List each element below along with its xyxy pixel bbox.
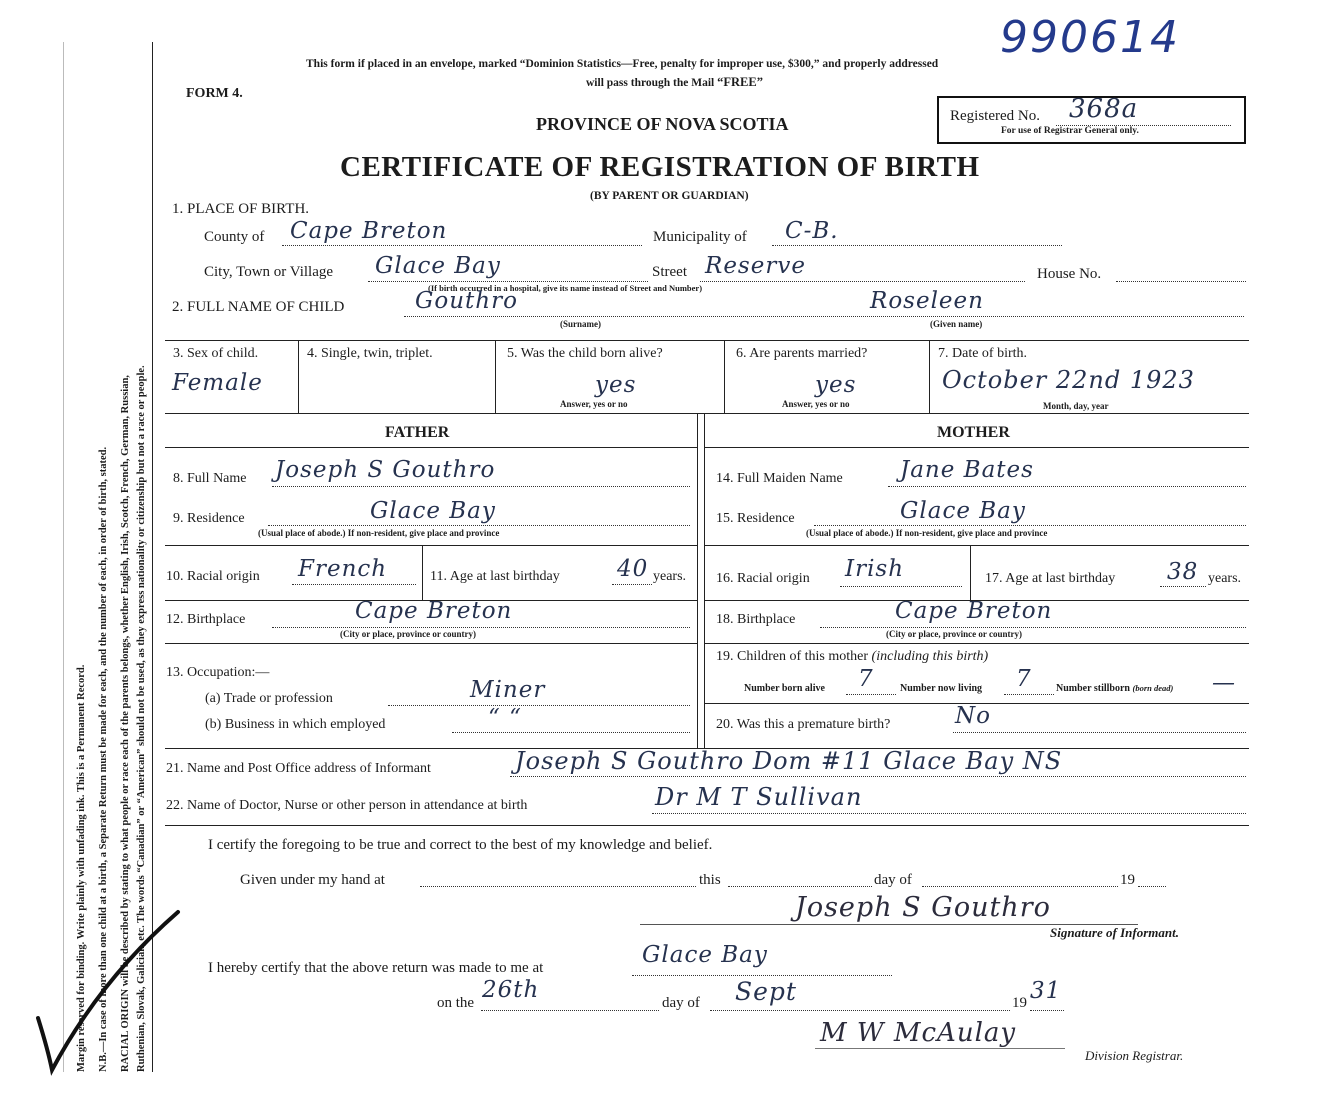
county-label: County of	[204, 229, 265, 245]
single-label: 4. Single, twin, triplet.	[307, 346, 433, 361]
informant-signature-label: Signature of Informant.	[1050, 925, 1179, 940]
alive-note: Answer, yes or no	[560, 399, 628, 409]
child-surname: Gouthro	[415, 288, 518, 314]
premature-label: 20. Was this a premature birth?	[716, 717, 891, 732]
street-label: Street	[652, 264, 687, 280]
father-occ-label: 13. Occupation:—	[166, 665, 270, 680]
informant-value: Joseph S Gouthro Dom #11 Glace Bay NS	[515, 747, 1063, 775]
hospital-note: (If birth occurred in a hospital, give its name instead of Street and Number)	[428, 283, 703, 293]
stillborn-label	[1056, 683, 1173, 694]
sidebar-line-1: Margin reserved for binding. Write plainly with unfading ink. This is a Permanent Record.	[76, 664, 87, 1072]
mother-heading: MOTHER	[937, 424, 1010, 441]
header-free: “FREE”	[717, 75, 763, 89]
street-value: Reserve	[705, 253, 806, 279]
city-value: Glace Bay	[375, 253, 501, 279]
house-label: House No.	[1037, 266, 1102, 282]
child-name-label: 2. FULL NAME OF CHILD	[172, 299, 345, 315]
mother-children-label	[716, 649, 988, 665]
alive-label: 5. Was the child born alive?	[507, 346, 663, 361]
children-label: 19. Children of this mother	[716, 649, 869, 664]
registrar-text: I hereby certify that the above return was made to me at	[208, 960, 544, 976]
form-number: FORM 4.	[186, 86, 243, 101]
mother-race: Irish	[845, 556, 905, 582]
registrar-place: Glace Bay	[642, 942, 768, 968]
registrar-signature: M W McAulay	[820, 1018, 1017, 1048]
county-value: Cape Breton	[290, 218, 448, 244]
mother-res-label: 15. Residence	[716, 511, 795, 526]
father-bp-label: 12. Birthplace	[166, 612, 246, 627]
informant-signature: Joseph S Gouthro	[795, 892, 1051, 923]
dob-label: 7. Date of birth.	[938, 346, 1028, 361]
father-res: Glace Bay	[370, 498, 496, 524]
this-label: this	[699, 872, 721, 888]
now-living: 7	[1016, 666, 1032, 692]
mother-age: 38	[1167, 559, 1199, 585]
registration-month: Sept	[735, 977, 797, 1006]
registered-note: For use of Registrar General only.	[1001, 126, 1139, 136]
given-label: (Given name)	[930, 319, 983, 329]
born-alive-label: Number born alive	[744, 683, 825, 694]
mother-bp-label: 18. Birthplace	[716, 612, 796, 627]
page-title: CERTIFICATE OF REGISTRATION OF BIRTH	[340, 151, 980, 183]
sidebar-line-2: N.B.—In case of more than one child at a birth, a Separate Return must be made for each, and the number of each, in order of birth, stated.	[98, 446, 109, 1072]
mother-res-note: (Usual place of abode.) If non-resident, give place and province	[806, 528, 1048, 538]
father-age-label: 11. Age at last birthday	[430, 569, 560, 584]
given-at-label: Given under my hand at	[240, 872, 385, 888]
children-note: (including this birth)	[871, 649, 989, 664]
father-race-label: 10. Racial origin	[166, 569, 260, 584]
father-biz-label: (b) Business in which employed	[205, 717, 386, 732]
mother-res: Glace Bay	[900, 498, 1026, 524]
informant-label: 21. Name and Post Office address of Informant	[166, 761, 431, 776]
registrar-label: Division Registrar.	[1085, 1048, 1184, 1063]
father-bp: Cape Breton	[355, 598, 513, 624]
mother-name: Jane Bates	[900, 457, 1034, 483]
on-the-label: on the	[437, 995, 475, 1011]
dob-value: October 22nd 1923	[942, 366, 1195, 394]
sidebar-line-3: RACIAL ORIGIN will be described by stating to what people or race each of the parents belongs, whether English, Irish, Scotch, French, German, Russian,	[120, 375, 131, 1072]
married-note: Answer, yes or no	[782, 399, 850, 409]
header-notice-mail: will pass through the Mail	[586, 77, 715, 89]
mother-age-label: 17. Age at last birthday	[985, 571, 1116, 586]
doctor-value: Dr M T Sullivan	[655, 783, 863, 811]
mother-name-label: 14. Full Maiden Name	[716, 471, 843, 486]
page-subtitle: (BY PARENT OR GUARDIAN)	[590, 190, 749, 202]
father-race: French	[298, 556, 388, 582]
day-of-label: day of	[874, 872, 912, 888]
mother-years: years.	[1208, 571, 1242, 586]
sidebar-line-4: Ruthenian, Slovak, Galician, etc. The words “Canadian” or “American” should not be used, as they express nationality or citizenship but not a race or people.	[136, 365, 147, 1072]
registration-day: 26th	[482, 977, 540, 1003]
now-living-label: Number now living	[900, 683, 983, 694]
dob-note: Month, day, year	[1043, 401, 1109, 411]
province-heading: PROVINCE OF NOVA SCOTIA	[536, 114, 789, 134]
header-notice-2	[586, 75, 763, 90]
alive-value: yes	[595, 372, 637, 398]
married-value: yes	[815, 372, 857, 398]
doctor-label: 22. Name of Doctor, Nurse or other person in attendance at birth	[166, 798, 528, 813]
sex-value: Female	[172, 370, 263, 396]
city-label: City, Town or Village	[204, 264, 334, 280]
year-prefix: 19	[1120, 872, 1135, 888]
mother-bp-note: (City or place, province or country)	[886, 629, 1022, 639]
surname-label: (Surname)	[560, 319, 601, 329]
check-mark-icon	[20, 900, 190, 1080]
reg-day-of-label: day of	[662, 995, 700, 1011]
father-heading: FATHER	[385, 424, 450, 441]
married-label: 6. Are parents married?	[736, 346, 868, 361]
mother-bp: Cape Breton	[895, 598, 1053, 624]
father-years: years.	[653, 569, 687, 584]
premature-value: No	[955, 703, 991, 729]
registered-label: Registered No.	[950, 108, 1040, 124]
sex-label: 3. Sex of child.	[173, 346, 259, 361]
archive-number: 990614	[1000, 12, 1180, 63]
father-res-label: 9. Residence	[173, 511, 245, 526]
place-label: 1. PLACE OF BIRTH.	[172, 201, 310, 217]
municipality-label: Municipality of	[653, 229, 747, 245]
father-trade-label: (a) Trade or profession	[205, 691, 333, 706]
father-res-note: (Usual place of abode.) If non-resident, give place and province	[258, 528, 500, 538]
father-trade: Miner	[470, 677, 546, 703]
father-bp-note: (City or place, province or country)	[340, 629, 476, 639]
stillborn-note: (born dead)	[1132, 683, 1174, 693]
father-name: Joseph S Gouthro	[275, 457, 496, 483]
father-name-label: 8. Full Name	[173, 471, 247, 486]
certify-text: I certify the foregoing to be true and correct to the best of my knowledge and belief.	[208, 837, 713, 853]
reg-year-prefix: 19	[1012, 995, 1027, 1011]
registered-value: 368a	[1069, 94, 1139, 124]
born-alive: 7	[858, 666, 874, 692]
registration-year: 31	[1030, 978, 1062, 1004]
header-notice-1: This form if placed in an envelope, marked “Dominion Statistics—Free, penalty for improper use, $300,” and properly addressed	[306, 58, 939, 70]
child-given: Roseleen	[870, 288, 984, 314]
municipality-value: C-B.	[785, 218, 839, 244]
stillborn-value: —	[1212, 670, 1236, 696]
father-age: 40	[617, 556, 649, 582]
registered-box	[937, 96, 1246, 144]
father-biz: “ “	[488, 705, 522, 731]
stillborn-text: Number stillborn	[1056, 683, 1130, 694]
mother-race-label: 16. Racial origin	[716, 571, 810, 586]
